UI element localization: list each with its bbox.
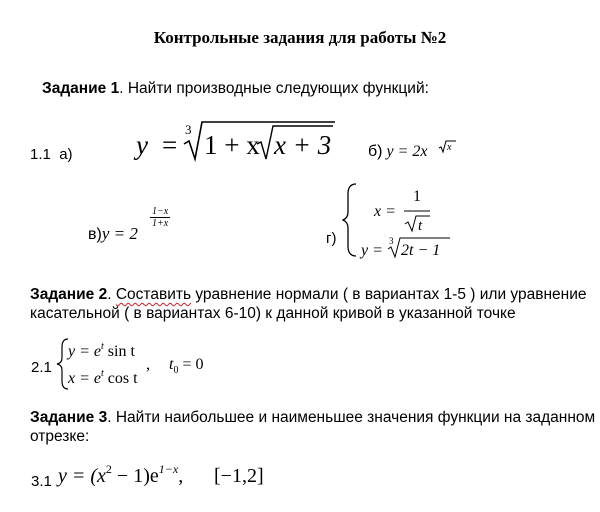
item-2-1-label: 2.1	[31, 359, 52, 376]
task2-heading	[30, 286, 586, 304]
svg-text:t0 = 0	[169, 356, 203, 376]
svg-text:x = et cos t	[67, 368, 138, 387]
formula-3-1-exp2: 1−x	[158, 462, 179, 476]
task2-text-squiggle: Составить	[115, 286, 192, 303]
formula-2-1-line2-exp: t	[101, 368, 104, 379]
formula-1g-line2-index: 3	[389, 236, 394, 246]
formula-2-1-line2-tail: cos t	[103, 370, 138, 387]
formula-2-1-line1-exp: t	[101, 341, 104, 352]
task3-title: Задание 3	[30, 409, 108, 426]
formula-2-1-line1: y = e	[68, 343, 101, 360]
formula-3-1	[56, 456, 286, 492]
formula-1v-exponent	[150, 206, 170, 229]
item-b-label: б)	[368, 143, 383, 160]
formula-1a-root-index: 3	[185, 122, 192, 137]
svg-text:y = et sin t	[66, 341, 135, 360]
task3-heading	[30, 409, 595, 427]
formula-1v-exp-num: 1−x	[152, 206, 169, 217]
formula-1g-line1-den: t	[418, 218, 423, 234]
task2-text-sep: .	[107, 286, 116, 303]
item-1-1-label	[30, 146, 73, 163]
formula-2-1-point: t	[169, 356, 174, 373]
page-title: Контрольные задания для работы №2	[153, 28, 447, 47]
item-g-label: г)	[326, 230, 337, 247]
item-number: 1.1	[30, 146, 51, 163]
formula-3-1-mid: − 1)e	[111, 465, 159, 487]
item-a-label: а)	[59, 146, 73, 163]
formula-2-1-line1-tail: sin t	[103, 343, 135, 360]
formula-1a-eq: =	[162, 130, 178, 160]
formula-1g-line2-radicand: 2t − 1	[401, 242, 441, 259]
task2-title: Задание 2	[30, 286, 108, 303]
formula-3-1-interval: [−1,2]	[214, 465, 264, 487]
formula-1a-inner-radicand: x + 3	[274, 130, 332, 160]
formula-1b-exp-var: x	[447, 142, 452, 153]
formula-2-1-point-sub: 0	[173, 365, 179, 376]
item-1v	[88, 224, 138, 244]
item-3-1-label: 3.1	[31, 473, 52, 490]
formula-2-1	[56, 336, 216, 392]
formula-3-1-end: ,	[178, 465, 184, 487]
formula-3-1-start: y = (x	[58, 465, 106, 487]
formula-2-1-line2: x = e	[68, 370, 101, 387]
task2-text: уравнение нормали ( в вариантах 1-5 ) или уравнение	[191, 286, 587, 303]
formula-1g-line1-num: 1	[413, 188, 421, 205]
formula-1g-line2-lhs: y =	[361, 242, 383, 259]
formula-1v: y = 2	[101, 224, 138, 243]
item-v-label: в)	[88, 226, 102, 243]
svg-text:y = (x2 − 1)e1−x,	[56, 462, 183, 487]
formula-3-1-exp: 2	[105, 462, 112, 476]
formula-2-1-comma: ,	[146, 356, 150, 373]
task2-text-line2: касательной ( в вариантах 6-10) к данной кривой в указанной точке	[30, 305, 516, 322]
system-brace-2	[57, 339, 68, 389]
task3-text-line2: отрезке:	[30, 428, 90, 445]
formula-1b: y = 2x	[386, 143, 428, 160]
formula-2-1-point-tail: = 0	[178, 356, 204, 373]
formula-1a	[130, 114, 340, 164]
formula-1v-exp-den: 1+x	[152, 218, 169, 229]
task1-heading	[42, 80, 429, 98]
task1-title: Задание 1	[42, 80, 120, 97]
formula-1a-radicand: 1 + x	[204, 130, 260, 160]
system-brace	[343, 184, 356, 256]
task1-text: . Найти производные следующих функций:	[119, 80, 429, 97]
formula-1g	[342, 180, 462, 260]
formula-1g-line1-lhs: x =	[374, 203, 396, 220]
item-1b	[368, 143, 428, 161]
task3-text: . Найти наибольшее и наименьшее значения функции на заданном	[107, 409, 596, 426]
formula-1a-lhs: y	[136, 130, 148, 160]
formula-1b-exponent	[438, 138, 458, 154]
